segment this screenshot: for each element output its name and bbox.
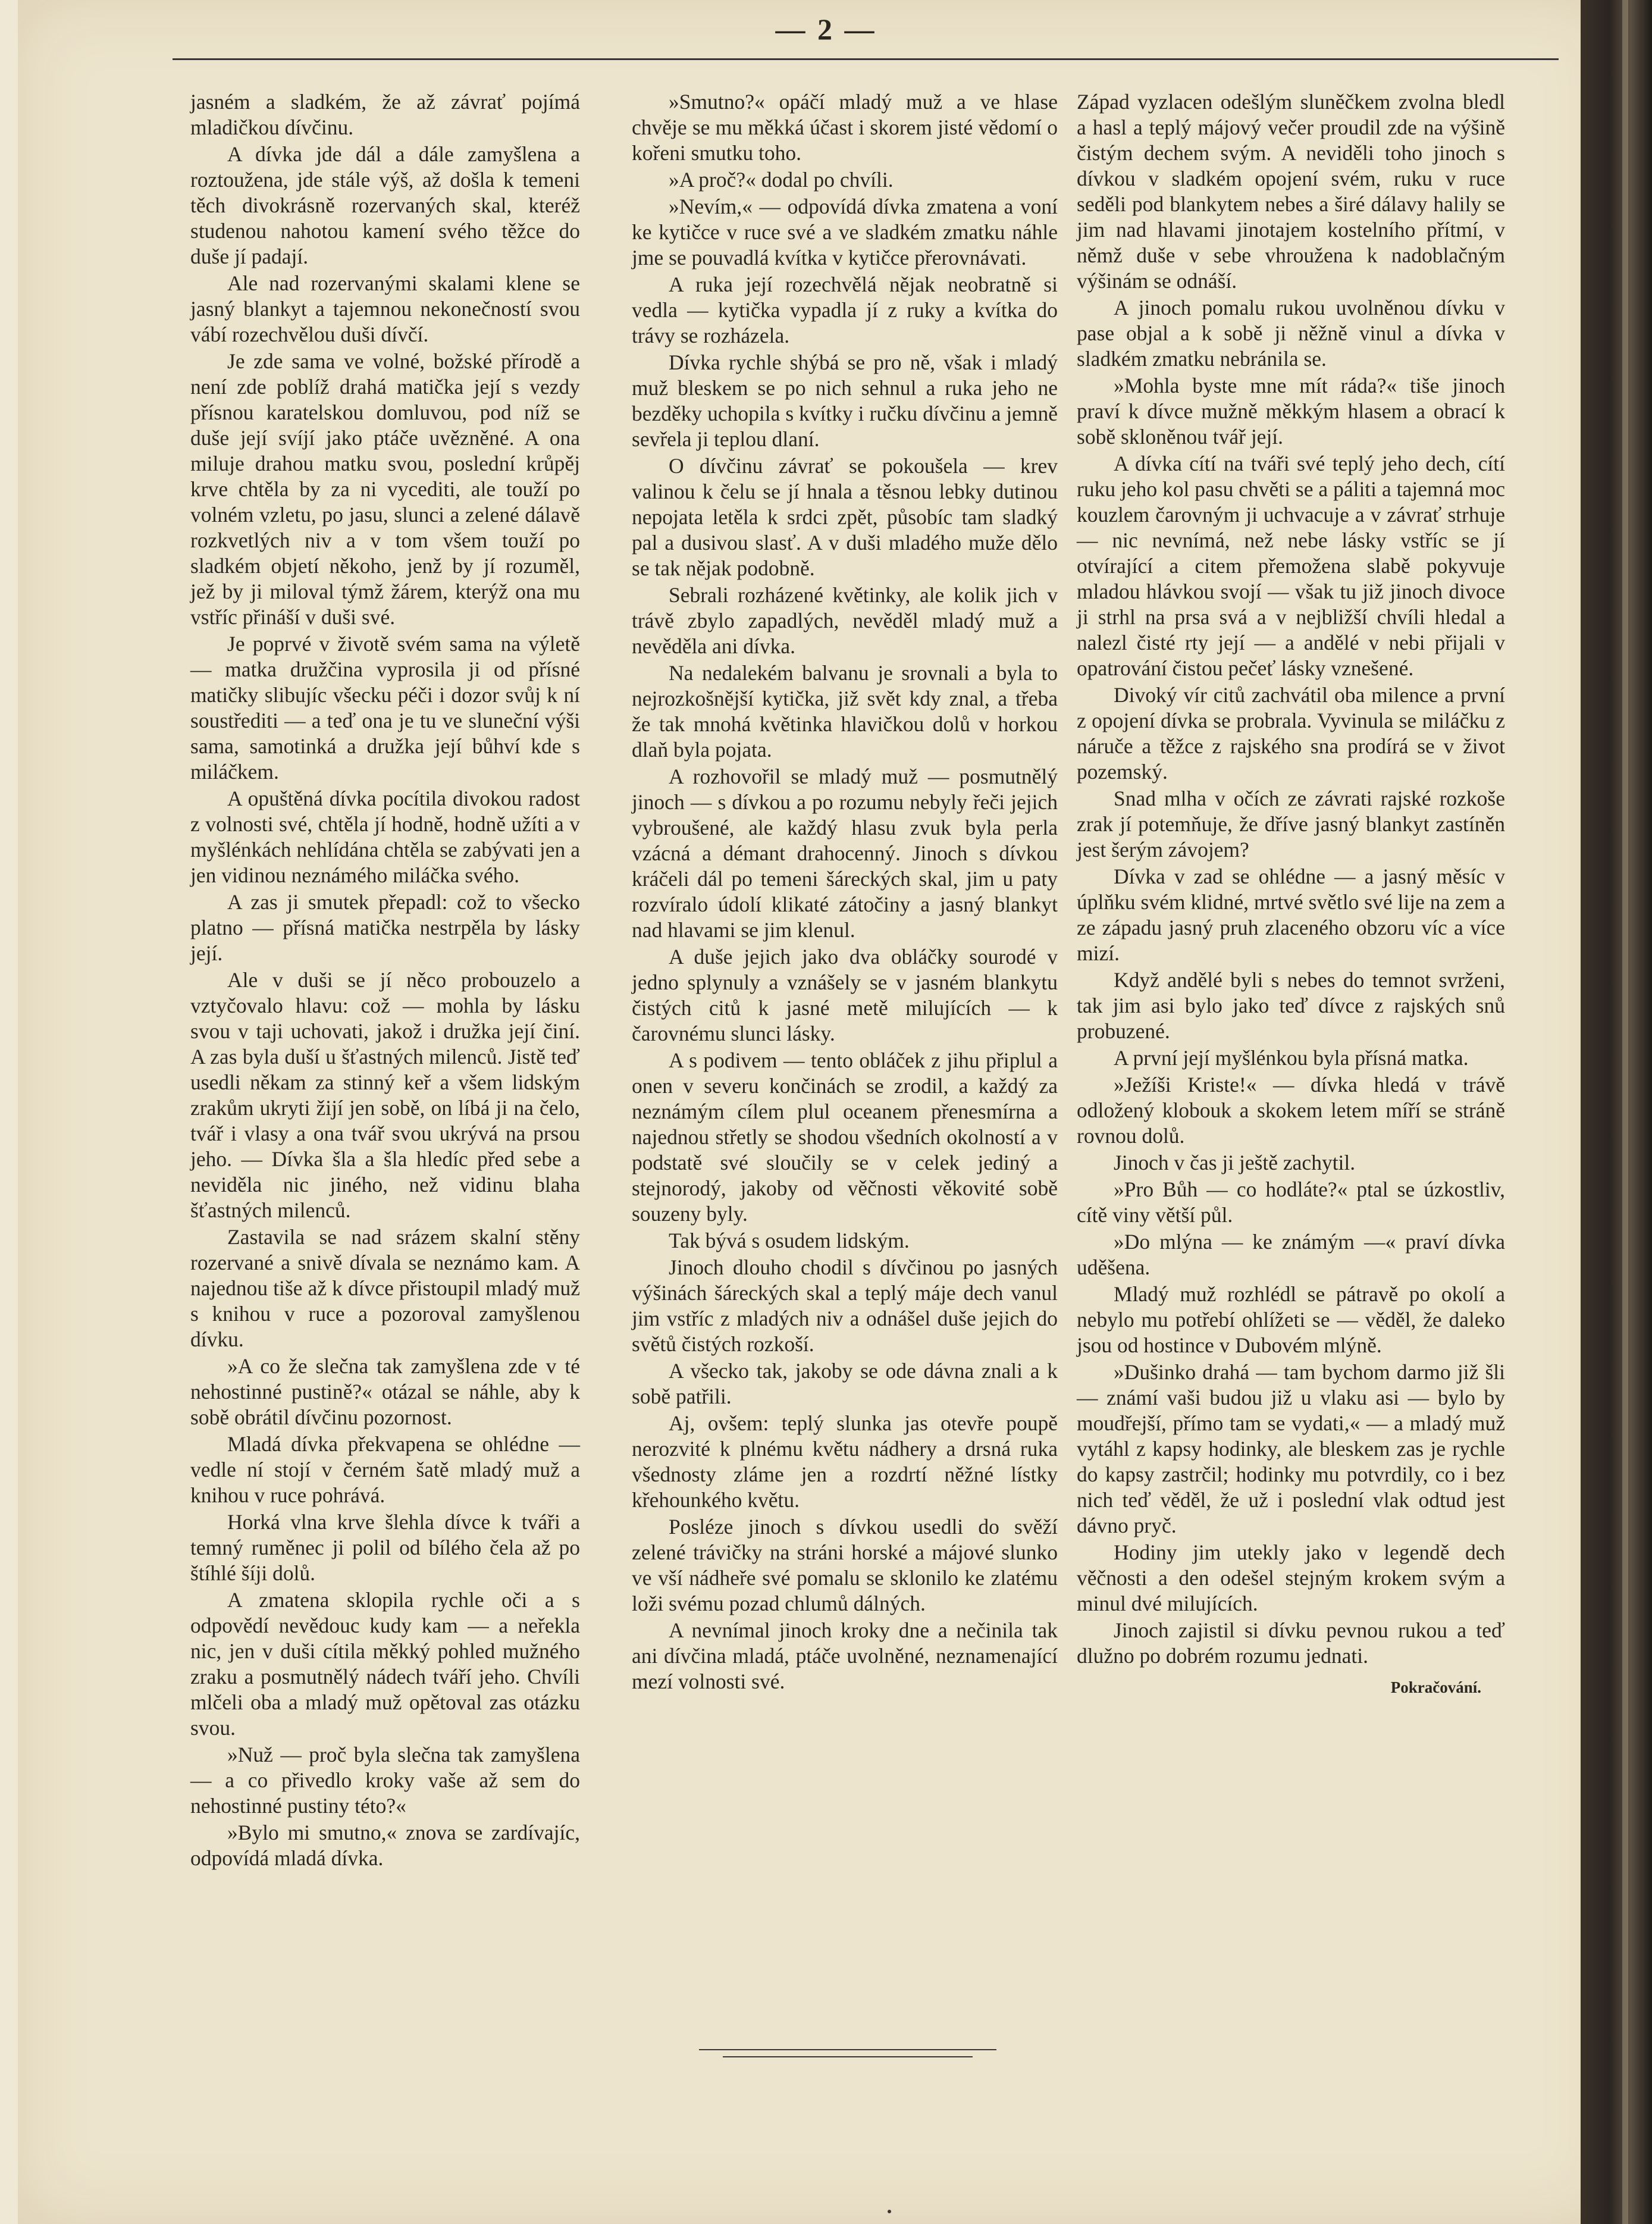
binding-highlight xyxy=(1622,0,1628,2224)
paragraph: »A co že slečna tak zamyšlena zde v té nehostinné pustině?« otázal se náhle, aby k sobě obrátil dívčinu pozornost. xyxy=(190,1354,580,1429)
paragraph: »Dušinko drahá — tam bychom darmo již šli — známí vaši budou již u vlaku asi — bylo by moudřejší, přímo tam se vydati,« — a mladý muž vytáhl z kapsy hodinky, ale bleskem zas je rychle do kapsy zastrčil; hodinky mu potvrdily, co i bez nich teď věděl, že už i poslední vlak odtud jest dávno pryč. xyxy=(1077,1360,1505,1537)
paragraph: A první její myšlénkou byla přísná matka. xyxy=(1114,1046,1469,1070)
continuation-note: Pokračování. xyxy=(1390,1678,1481,1696)
paragraph: Divoký vír citů zachvátil oba milence a první z opojení dívka se probrala. Vyvinula se miláčku z náruče a těžce z rajského sna prodírá se v život pozemský. xyxy=(1077,683,1505,784)
paragraph: Hodiny jim utekly jako v legendě dech věčnosti a den odešel stejným krokem svým a minul dvé milujících. xyxy=(1077,1540,1505,1615)
end-rule xyxy=(723,2056,973,2057)
paragraph: A ruka její rozechvělá nějak neobratně si vedla — kytička vypadla jí z ruky a kvítka do trávy se rozházela. xyxy=(632,272,1058,347)
paragraph: Mladá dívka překvapena se ohlédne — vedle ní stojí v černém šatě mladý muž a knihou v ruce pohrává. xyxy=(190,1432,580,1507)
paragraph: Západ vyzlacen odešlým sluněčkem zvolna bledl a hasl a teplý májový večer proudil zde na výšině čistým dechem svým. A neviděli toho jinoch s dívkou v sladkém opojení svém, ruku v ruce seděli pod blankytem nebes a širé dálavy halily se jim nad hlavami jinotajem kostelního přítmí, v němž duše v sebe vhroužena k nadoblačným výšinám se odnáší. xyxy=(1077,90,1505,293)
paragraph: Ale nad rozervanými skalami klene se jasný blankyt a tajemnou nekonečností svou vábí rozechvělou duši dívčí. xyxy=(190,271,580,346)
paragraph: A opuštěná dívka pocítila divokou radost z volnosti své, chtěla jí hodně, hodně užíti a v myšlénkách nehlídána chtěla se zabývati jen a jen vidinou neznámého miláčka svého. xyxy=(190,787,580,887)
paragraph: »Do mlýna — ke známým —« praví dívka uděšena. xyxy=(1077,1230,1505,1279)
page-number: — 2 — xyxy=(775,12,877,46)
paragraph: Sebrali rozházené květinky, ale kolik jich v trávě zbylo zapadlých, nevěděl mladý muž a nevěděla ani dívka. xyxy=(632,583,1058,658)
paragraph: A jinoch pomalu rukou uvolněnou dívku v pase objal a k sobě ji něžně vinul a dívka v sladkém zmatku nebránila se. xyxy=(1077,296,1505,371)
paragraph: A zmatena sklopila rychle oči a s odpovědí nevědouc kudy kam — a neřekla nic, jen v duši cítila měkký pohled mužného zraku a posmutnělý nádech tváří jeho. Chvíli mlčeli oba a mladý muž opětoval zas otázku svou. xyxy=(190,1588,580,1740)
header-rule xyxy=(173,58,1559,60)
paragraph: Na nedalekém balvanu je srovnali a byla to nejrozkošnější kytička, již svět kdy znal, a třeba že tak mnohá květinka hlavičkou dolů v horkou dlaň byla pojata. xyxy=(632,661,1058,762)
paragraph: »A proč?« dodal po chvíli. xyxy=(669,168,894,192)
paragraph: Jinoch zajistil si dívku pevnou rukou a teď dlužno po dobrém rozumu jednati. xyxy=(1077,1618,1505,1668)
paragraph: Když andělé byli s nebes do temnot svrženi, tak jim asi bylo jako teď dívce z rajských snů probuzené. xyxy=(1077,968,1505,1043)
paragraph: Je poprvé v životě svém sama na výletě — matka družčina vyprosila ji od přísné matičky slibujíc všecku péči i dozor svůj k ní soustřediti — a teď ona je tu ve sluneční výši sama, samotinká a družka její bůhví kde s miláčkem. xyxy=(190,632,580,784)
paragraph: »Smutno?« opáčí mladý muž a ve hlase chvěje se mu měkká účast i skorem jisté vědomí o kořeni smutku toho. xyxy=(632,90,1058,165)
paragraph: Ale v duši se jí něco probouzelo a vztyčovalo hlavu: což — mohla by lásku svou v taji uchovati, jakož i družka její činí. A zas byla duší u šťastných milenců. Jistě teď usedli někam za stinný keř a všem lidským zrakům ukryti žijí jen sobě, on líbá ji na čelo, tvář i vlasy a ona tvář svou ukrývá na prsou jeho. — Dívka šla a šla hledíc před sebe a neviděla nic jiného, než vidinu blaha šťastných milenců. xyxy=(190,968,580,1222)
paragraph: Dívka v zad se ohlédne — a jasný měsíc v úplňku svém klidné, mrtvé světlo své lije na zem a ze západu jasný pruh zlaceného obzoru víc a více mizí. xyxy=(1077,864,1505,965)
paragraph: A rozhovořil se mladý muž — posmutnělý jinoch — s dívkou a po rozumu nebyly řeči jejich vybroušené, ale každý hlasu zvuk byla perla vzácná a démant drahocenný. Jinoch s dívkou kráčeli dál po temeni šáreckých skal, jim u paty rozvíralo údolí klikaté zátočiny a jasný blankyt nad hlavami se jim klenul. xyxy=(632,765,1058,942)
paragraph: Jinoch v čas ji ještě zachytil. xyxy=(1114,1151,1356,1174)
column-middle xyxy=(632,89,1058,1696)
paragraph: Zastavila se nad srázem skalní stěny rozervané a snivě dívala se neznámo kam. A najednou tiše až k dívce přistoupil mladý muž s knihou v ruce a pozoroval zamyšlenou dívku. xyxy=(190,1225,580,1351)
paragraph: O dívčinu závrať se pokoušela — krev valinou k čelu se jí hnala a těsnou lebky dutinou nepojata letěla k srdci zpět, působíc tam sladký pal a dusivou slasť. A v duši mladého muže dělo se tak nějak podobně. xyxy=(632,454,1058,580)
paragraph: »Ježíši Kriste!« — dívka hledá v trávě odložený klobouk a skokem letem míří se stráně rovnou dolů. xyxy=(1077,1073,1505,1148)
paragraph: A duše jejich jako dva obláčky sourodé v jedno splynuly a vznášely se v jasném blankytu čistých citů k jasné metě milujících — k čarovnému slunci lásky. xyxy=(632,945,1058,1045)
paragraph: Snad mlha v očích ze závrati rajské rozkoše zrak jí potemňuje, že dříve jasný blankyt zastíněn jest šerým závojem? xyxy=(1077,787,1505,862)
paragraph: A dívka cítí na tváři své teplý jeho dech, cítí ruku jeho kol pasu chvěti se a páliti a tajemná moc kouzlem čarovným ji uchvacuje a v závrať strhuje — nic nevnímá, než nebe lásky vstříc se jí otvírající a citem přemožena slabě pokyvuje mladou hlávkou svojí — však tu již jinoch divoce ji strhl na prsa svá a v nejbližší chvíli hledal a nalezl čisté rty její — a andělé v nebi přijali v opatrování čistou pečeť lásky vznešené. xyxy=(1077,452,1505,680)
paragraph: A s podivem — tento obláček z jihu připlul a onen v severu končinách se zrodil, a každý za neznámým cílem plul oceanem přenesmírna a najednou střetly se shodou všedních okolností a v podstatě své sloučily se v celek jediný a stejnorodý, jakoby od věčnosti věkovité sobě souzeny byly. xyxy=(632,1048,1058,1226)
paragraph: Posléze jinoch s dívkou usedli do svěží zelené trávičky na stráni horské a májové slunko ve vší nádheře své pomalu se sklonilo ke zlatému loži svému pozad chlumů dálných. xyxy=(632,1515,1058,1615)
column-left xyxy=(190,89,580,1872)
paragraph: Tak bývá s osudem lidským. xyxy=(669,1229,910,1252)
paragraph: A zas ji smutek přepadl: což to všecko platno — přísná matička nestrpěla by lásky její. xyxy=(190,890,580,965)
end-rule xyxy=(699,2049,996,2050)
paragraph: »Bylo mi smutno,« znova se zardívajíc, odpovídá mladá dívka. xyxy=(190,1821,580,1870)
paragraph: A dívka jde dál a dále zamyšlena a roztoužena, jde stále výš, až došla k temeni těch divokrásně rozervaných skal, kteréž studenou nahotou kamení svého těžce do duše jí padají. xyxy=(190,142,580,268)
paragraph: Horká vlna krve šlehla dívce k tváři a temný ruměnec ji polil od bílého čela až po štíhlé šíji dolů. xyxy=(190,1510,580,1585)
paragraph: Dívka rychle shýbá se pro ně, však i mladý muž bleskem se po nich sehnul a ruka jeho ne bezděky uchopila s kvítky i ručku dívčinu a jemně sevřela ji teplou dlaní. xyxy=(632,350,1058,451)
paragraph: »Nuž — proč byla slečna tak zamyšlena — a co přivedlo kroky vaše až sem do nehostinné pustiny této?« xyxy=(190,1743,580,1818)
paragraph: »Mohla byste mne mít ráda?« tiše jinoch praví k dívce mužně měkkým hlasem a obrací k sobě skloněnou tvář její. xyxy=(1077,374,1505,449)
paragraph: Jinoch dlouho chodil s dívčinou po jasných výšinách šáreckých skal a teplý máje dech vanul jim vstříc z mladých niv a odnášel duše jejich do světů čistých rozkoší. xyxy=(632,1255,1058,1356)
page-binding-edge xyxy=(1581,0,1652,2224)
paragraph: Mladý muž rozhlédl se pátravě po okolí a nebylo mu potřebí ohlížeti se — věděl, že daleko jsou od hostince v Dubovém mlýně. xyxy=(1077,1282,1505,1357)
paragraph: Je zde sama ve volné, božské přírodě a není zde poblíž drahá matička její s vezdy přísnou karatelskou domluvou, pod níž se duše její svíjí jako ptáče uvězněné. A ona miluje drahou matku svou, poslední krůpěj krve chtěla by za ni vycediti, ale touží po volném vzletu, po jasu, slunci a zelené dálavě rozkvetlých niv a v tom všem touží po sladkém objetí někoho, jenž by jí rozuměl, jež by ji miloval týmž žárem, kterýž ona mu vstříc přináší v duši své. xyxy=(190,349,580,629)
paragraph: A všecko tak, jakoby se ode dávna znali a k sobě patřili. xyxy=(632,1359,1058,1408)
paragraph: »Nevím,« — odpovídá dívka zmatena a voní ke kytičce v ruce své a ve sladkém zmatku náhle jme se pouvadlá kvítka v kytičce přerovnávati. xyxy=(632,195,1058,270)
paragraph: jasném a sladkém, že až závrať pojímá mladičkou dívčinu. xyxy=(190,90,580,139)
footer-dot xyxy=(888,2210,891,2213)
paragraph: A nevnímal jinoch kroky dne a nečinila tak ani dívčina mladá, ptáče uvolněné, neznamenající mezí volnosti své. xyxy=(632,1618,1058,1693)
paragraph: »Pro Bůh — co hodláte?« ptal se úzkostliv, cítě viny větší půl. xyxy=(1077,1177,1505,1227)
column-right xyxy=(1077,89,1505,1702)
paragraph: Aj, ovšem: teplý slunka jas otevře poupě nerozvité k plnému květu nádhery a drsná ruka všednosty zláme jen a rozdrtí něžné lístky křehounkého květu. xyxy=(632,1411,1058,1512)
